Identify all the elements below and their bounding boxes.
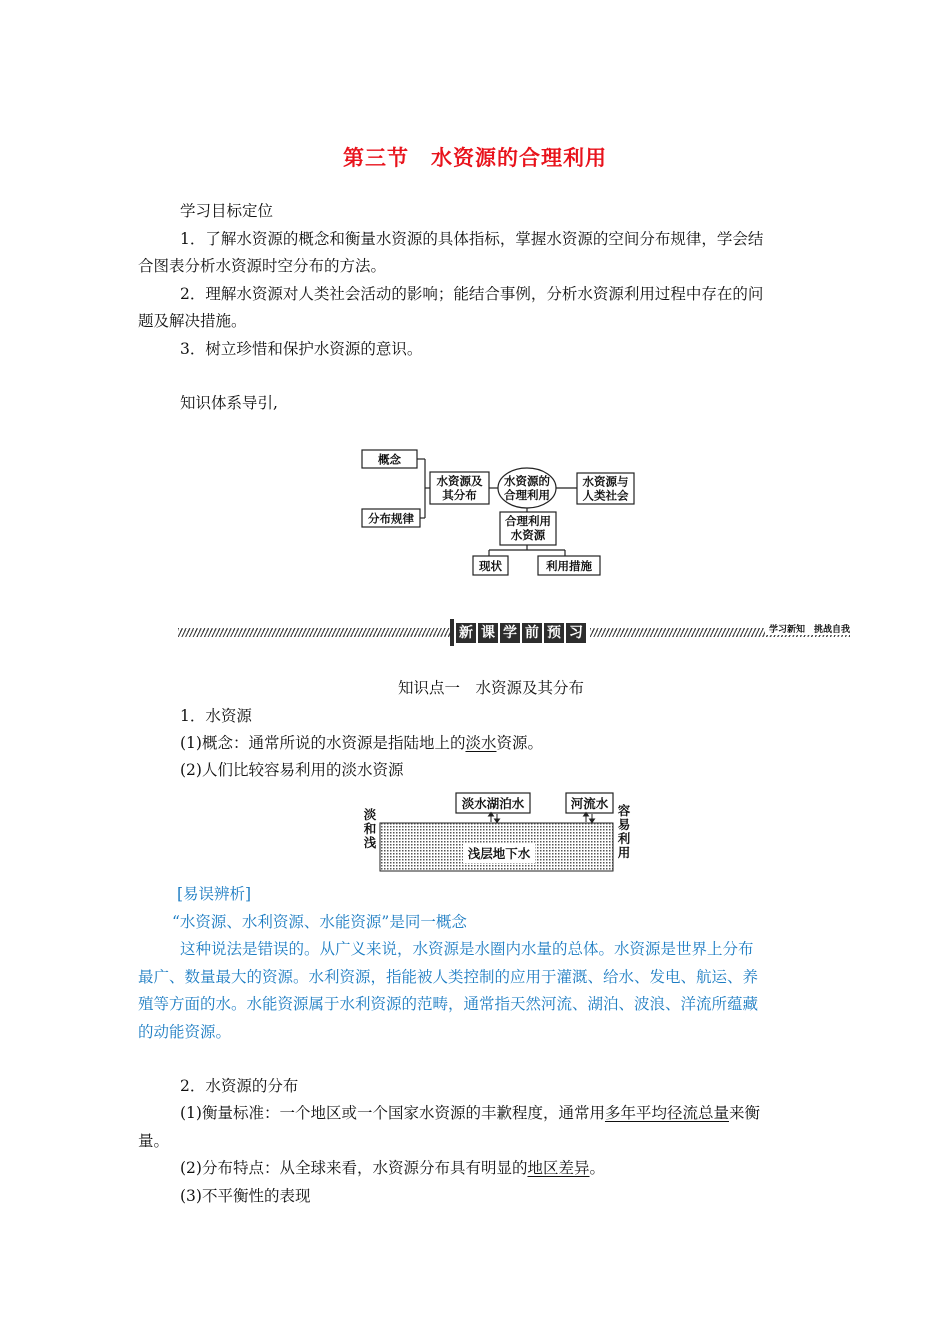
measures-label: 利用措施 <box>546 559 592 573</box>
misconception-claim: “水资源、水利资源、水能资源”是同一概念 <box>172 913 467 931</box>
banner-char-3: 学 <box>500 623 520 643</box>
objective-2-line-1: 2．理解水资源对人类社会活动的影响；能结合事例，分析水资源利用过程中存在的问 <box>180 285 764 303</box>
use-label-2: 水资源 <box>510 528 546 542</box>
s2-p1-line <box>180 1103 760 1123</box>
right-label-4: 用 <box>617 845 631 860</box>
banner-char-2: 课 <box>478 623 498 643</box>
banner-char-6: 习 <box>566 623 586 643</box>
s2-p1-post: 来衡 <box>728 1104 760 1122</box>
s2-title: 2．水资源的分布 <box>180 1077 299 1095</box>
s2-p3: (3)不平衡性的表现 <box>180 1187 311 1205</box>
water-diagram <box>360 790 640 876</box>
river-label: 河流水 <box>570 796 609 811</box>
kp1-concept-post: 资源。 <box>496 734 543 752</box>
objective-3: 3．树立珍惜和保护水资源的意识。 <box>180 340 423 358</box>
banner-char-1: 新 <box>456 623 476 643</box>
misconception-line-3: 殖等方面的水。水能资源属于水利资源的范畴，通常指天然河流、湖泊、波浪、洋流所蕴藏 <box>138 995 759 1013</box>
center-label-2: 合理利用 <box>504 488 550 502</box>
lake-label: 淡水湖泊水 <box>461 796 525 811</box>
misconception-line-4: 的动能资源。 <box>138 1023 232 1041</box>
right-label-2: 易 <box>617 817 631 832</box>
ground-label: 浅层地下水 <box>467 846 531 861</box>
s2-p2-answer: 地区差异 <box>527 1159 590 1177</box>
objectives-heading: 学习目标定位 <box>180 202 274 220</box>
preview-banner <box>178 622 850 646</box>
section-title: 第三节 水资源的合理利用 <box>343 146 607 170</box>
s2-p2-pre: (2)分布特点：从全球来看，水资源分布具有明显的 <box>180 1159 528 1177</box>
left-label-3: 浅 <box>363 835 377 850</box>
left-label-2: 和 <box>363 821 377 836</box>
banner-char-4: 前 <box>522 623 542 643</box>
guide-heading: 知识体系导引, <box>180 394 278 412</box>
s2-p2-line <box>180 1158 605 1178</box>
society-label-1: 水资源与 <box>582 474 629 489</box>
objective-1-line-1: 1．了解水资源的概念和衡量水资源的具体指标，掌握水资源的空间分布规律，学会结 <box>180 230 764 248</box>
res-dist-label-1: 水资源及 <box>436 474 483 488</box>
objective-1-line-2: 合图表分析水资源时空分布的方法。 <box>138 257 387 275</box>
society-label-2: 人类社会 <box>582 488 629 503</box>
center-label-1: 水资源的 <box>504 474 550 488</box>
objective-2-line-2: 题及解决措施。 <box>138 312 247 330</box>
use-label-1: 合理利用 <box>505 514 551 528</box>
left-label-1: 淡 <box>363 807 377 822</box>
status-label: 现状 <box>479 559 502 573</box>
kp1-concept-pre: (1)概念：通常所说的水资源是指陆地上的 <box>180 734 466 752</box>
banner-char-5: 预 <box>544 623 564 643</box>
kp1-s1-title: 1．水资源 <box>180 707 252 725</box>
s2-p1-cont: 量。 <box>138 1132 170 1150</box>
banner-stripe-left <box>178 628 450 637</box>
s2-p2-post: 。 <box>589 1159 605 1177</box>
right-label-3: 利 <box>617 831 631 846</box>
concept-map <box>355 444 645 582</box>
s2-p1-pre: (1)衡量标准：一个地区或一个国家水资源的丰歉程度，通常用 <box>180 1104 605 1122</box>
kp1-s1-p2: (2)人们比较容易利用的淡水资源 <box>180 761 404 779</box>
misconception-tag: [易误辨析] <box>177 885 252 903</box>
right-label-1: 容 <box>617 803 631 818</box>
kp1-heading: 知识点一 水资源及其分布 <box>398 679 585 697</box>
distribution-rule-label: 分布规律 <box>368 511 414 526</box>
misconception-line-2: 最广、数量最大的资源。水利资源，指能被人类控制的应用于灌溉、给水、发电、航运、养 <box>138 968 759 986</box>
banner-edge-bar <box>450 619 454 646</box>
banner-right-text: 学习新知 挑战自我 <box>765 622 850 635</box>
res-dist-label-2: 其分布 <box>442 488 477 502</box>
misconception-line-1: 这种说法是错误的。从广义来说，水资源是水圈内水量的总体。水资源是世界上分布 <box>180 940 754 958</box>
kp1-concept-answer: 淡水 <box>465 734 497 752</box>
s2-p1-answer: 多年平均径流总量 <box>604 1104 729 1122</box>
concept-label: 概念 <box>378 452 401 467</box>
kp1-concept-line <box>180 733 543 753</box>
